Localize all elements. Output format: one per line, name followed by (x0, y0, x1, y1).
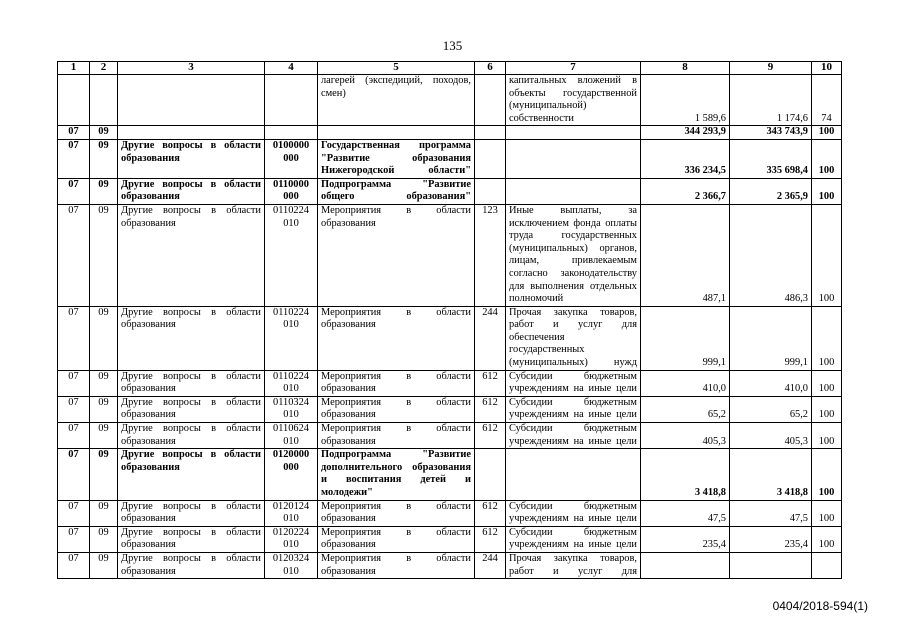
target-code-cell: 0120324 010 (265, 552, 318, 578)
column-header: 1 (58, 62, 90, 75)
column-header: 6 (475, 62, 506, 75)
column-header: 4 (265, 62, 318, 75)
program-cell: лагерей (экспедиций, походов, смен) (318, 75, 475, 126)
executed-cell: 405,3 (730, 423, 812, 449)
subsection-cell: 09 (90, 500, 118, 526)
section-cell: 07 (58, 500, 90, 526)
subsection-cell: 09 (90, 306, 118, 370)
name-cell: Другие вопросы в области образования (118, 396, 265, 422)
subsection-cell (90, 75, 118, 126)
section-cell: 07 (58, 552, 90, 578)
percent-cell: 100 (812, 500, 842, 526)
expense-type-cell: 244 (475, 306, 506, 370)
percent-cell: 74 (812, 75, 842, 126)
table-row (58, 552, 842, 578)
planned-cell: 410,0 (641, 370, 730, 396)
executed-cell: 343 743,9 (730, 126, 812, 140)
table-row (58, 204, 842, 306)
percent-cell: 100 (812, 449, 842, 500)
percent-cell: 100 (812, 526, 842, 552)
executed-cell: 1 174,6 (730, 75, 812, 126)
name-cell: Другие вопросы в области образования (118, 552, 265, 578)
column-header: 5 (318, 62, 475, 75)
program-cell: Мероприятия в области образования (318, 552, 475, 578)
expense-name-cell: Субсидии бюджетным учреждениям на иные цели (506, 423, 641, 449)
executed-cell: 410,0 (730, 370, 812, 396)
target-code-cell (265, 126, 318, 140)
table-row (58, 126, 842, 140)
expense-name-cell (506, 126, 641, 140)
table-row (58, 139, 842, 178)
program-cell: Подпрограмма "Развитие общего образования" (318, 178, 475, 204)
program-cell: Мероприятия в области образования (318, 396, 475, 422)
section-cell: 07 (58, 370, 90, 396)
subsection-cell: 09 (90, 178, 118, 204)
expense-type-cell (475, 449, 506, 500)
subsection-cell: 09 (90, 126, 118, 140)
table-row (58, 178, 842, 204)
expense-name-cell (506, 139, 641, 178)
column-header: 8 (641, 62, 730, 75)
table-row (58, 75, 842, 126)
expense-type-cell (475, 126, 506, 140)
executed-cell: 3 418,8 (730, 449, 812, 500)
name-cell: Другие вопросы в области образования (118, 178, 265, 204)
target-code-cell: 0110624 010 (265, 423, 318, 449)
planned-cell: 336 234,5 (641, 139, 730, 178)
page-number: 135 (442, 38, 463, 53)
section-cell: 07 (58, 449, 90, 500)
target-code-cell: 0110224 010 (265, 204, 318, 306)
name-cell: Другие вопросы в области образования (118, 370, 265, 396)
executed-cell (730, 552, 812, 578)
subsection-cell: 09 (90, 423, 118, 449)
target-code-cell (265, 75, 318, 126)
subsection-cell: 09 (90, 552, 118, 578)
name-cell: Другие вопросы в области образования (118, 526, 265, 552)
target-code-cell: 0110224 010 (265, 370, 318, 396)
expense-type-cell: 612 (475, 500, 506, 526)
section-cell: 07 (58, 126, 90, 140)
column-header: 10 (812, 62, 842, 75)
table-row (58, 526, 842, 552)
column-header: 2 (90, 62, 118, 75)
target-code-cell: 0100000 000 (265, 139, 318, 178)
name-cell: Другие вопросы в области образования (118, 500, 265, 526)
table-row (58, 449, 842, 500)
percent-cell: 100 (812, 178, 842, 204)
table-row (58, 396, 842, 422)
executed-cell: 335 698,4 (730, 139, 812, 178)
expense-type-cell: 244 (475, 552, 506, 578)
subsection-cell: 09 (90, 204, 118, 306)
expense-type-cell: 123 (475, 204, 506, 306)
name-cell: Другие вопросы в области образования (118, 139, 265, 178)
subsection-cell: 09 (90, 139, 118, 178)
planned-cell: 487,1 (641, 204, 730, 306)
subsection-cell: 09 (90, 449, 118, 500)
document-code: 0404/2018-594(1) (772, 599, 868, 613)
header-row (58, 62, 842, 75)
expense-name-cell (506, 449, 641, 500)
subsection-cell: 09 (90, 370, 118, 396)
program-cell: Мероприятия в области образования (318, 500, 475, 526)
target-code-cell: 0110000 000 (265, 178, 318, 204)
name-cell: Другие вопросы в области образования (118, 423, 265, 449)
planned-cell: 344 293,9 (641, 126, 730, 140)
expense-name-cell: капитальных вложений в объекты государственной (муниципальной) собственности (506, 75, 641, 126)
target-code-cell: 0120224 010 (265, 526, 318, 552)
planned-cell: 999,1 (641, 306, 730, 370)
program-cell: Мероприятия в области образования (318, 204, 475, 306)
section-cell: 07 (58, 396, 90, 422)
expense-name-cell: Субсидии бюджетным учреждениям на иные цели (506, 526, 641, 552)
executed-cell: 47,5 (730, 500, 812, 526)
executed-cell: 65,2 (730, 396, 812, 422)
section-cell: 07 (58, 526, 90, 552)
subsection-cell: 09 (90, 526, 118, 552)
table-row (58, 500, 842, 526)
subsection-cell: 09 (90, 396, 118, 422)
planned-cell: 47,5 (641, 500, 730, 526)
column-header: 3 (118, 62, 265, 75)
program-cell: Мероприятия в области образования (318, 526, 475, 552)
expense-type-cell: 612 (475, 396, 506, 422)
expense-name-cell: Прочая закупка товаров, работ и услуг для обеспечения государственных (муниципальных) нужд (506, 306, 641, 370)
expense-name-cell: Прочая закупка товаров, работ и услуг для (506, 552, 641, 578)
expense-name-cell: Субсидии бюджетным учреждениям на иные цели (506, 396, 641, 422)
name-cell: Другие вопросы в области образования (118, 204, 265, 306)
column-header: 9 (730, 62, 812, 75)
planned-cell (641, 552, 730, 578)
section-cell: 07 (58, 204, 90, 306)
planned-cell: 405,3 (641, 423, 730, 449)
program-cell (318, 126, 475, 140)
planned-cell: 3 418,8 (641, 449, 730, 500)
percent-cell: 100 (812, 370, 842, 396)
name-cell: Другие вопросы в области образования (118, 449, 265, 500)
name-cell (118, 126, 265, 140)
planned-cell: 235,4 (641, 526, 730, 552)
planned-cell: 1 589,6 (641, 75, 730, 126)
target-code-cell: 0110324 010 (265, 396, 318, 422)
planned-cell: 65,2 (641, 396, 730, 422)
percent-cell: 100 (812, 396, 842, 422)
executed-cell: 999,1 (730, 306, 812, 370)
executed-cell: 2 365,9 (730, 178, 812, 204)
percent-cell: 100 (812, 204, 842, 306)
expense-type-cell: 612 (475, 370, 506, 396)
expense-type-cell (475, 75, 506, 126)
table-row (58, 423, 842, 449)
column-header: 7 (506, 62, 641, 75)
expense-type-cell (475, 139, 506, 178)
expense-name-cell: Иные выплаты, за исключением фонда оплаты труда государственных (муниципальных) органов, лицам, привлекаемым согласно законодательству для выполнения отдельных полномочий (506, 204, 641, 306)
name-cell (118, 75, 265, 126)
program-cell: Государственная программа "Развитие образования Нижегородской области" (318, 139, 475, 178)
section-cell: 07 (58, 306, 90, 370)
program-cell: Мероприятия в области образования (318, 306, 475, 370)
expense-name-cell: Субсидии бюджетным учреждениям на иные цели (506, 370, 641, 396)
name-cell: Другие вопросы в области образования (118, 306, 265, 370)
program-cell: Подпрограмма "Развитие дополнительного образования и воспитания детей и молодежи" (318, 449, 475, 500)
expense-type-cell (475, 178, 506, 204)
section-cell: 07 (58, 178, 90, 204)
percent-cell (812, 552, 842, 578)
target-code-cell: 0110224 010 (265, 306, 318, 370)
executed-cell: 486,3 (730, 204, 812, 306)
executed-cell: 235,4 (730, 526, 812, 552)
percent-cell: 100 (812, 306, 842, 370)
expense-type-cell: 612 (475, 526, 506, 552)
section-cell: 07 (58, 139, 90, 178)
percent-cell: 100 (812, 139, 842, 178)
program-cell: Мероприятия в области образования (318, 423, 475, 449)
section-cell: 07 (58, 423, 90, 449)
section-cell (58, 75, 90, 126)
table-row (58, 370, 842, 396)
expense-name-cell: Субсидии бюджетным учреждениям на иные цели (506, 500, 641, 526)
expense-type-cell: 612 (475, 423, 506, 449)
expense-name-cell (506, 178, 641, 204)
percent-cell: 100 (812, 126, 842, 140)
percent-cell: 100 (812, 423, 842, 449)
table-row (58, 306, 842, 370)
budget-table (57, 61, 842, 579)
target-code-cell: 0120000 000 (265, 449, 318, 500)
program-cell: Мероприятия в области образования (318, 370, 475, 396)
target-code-cell: 0120124 010 (265, 500, 318, 526)
planned-cell: 2 366,7 (641, 178, 730, 204)
